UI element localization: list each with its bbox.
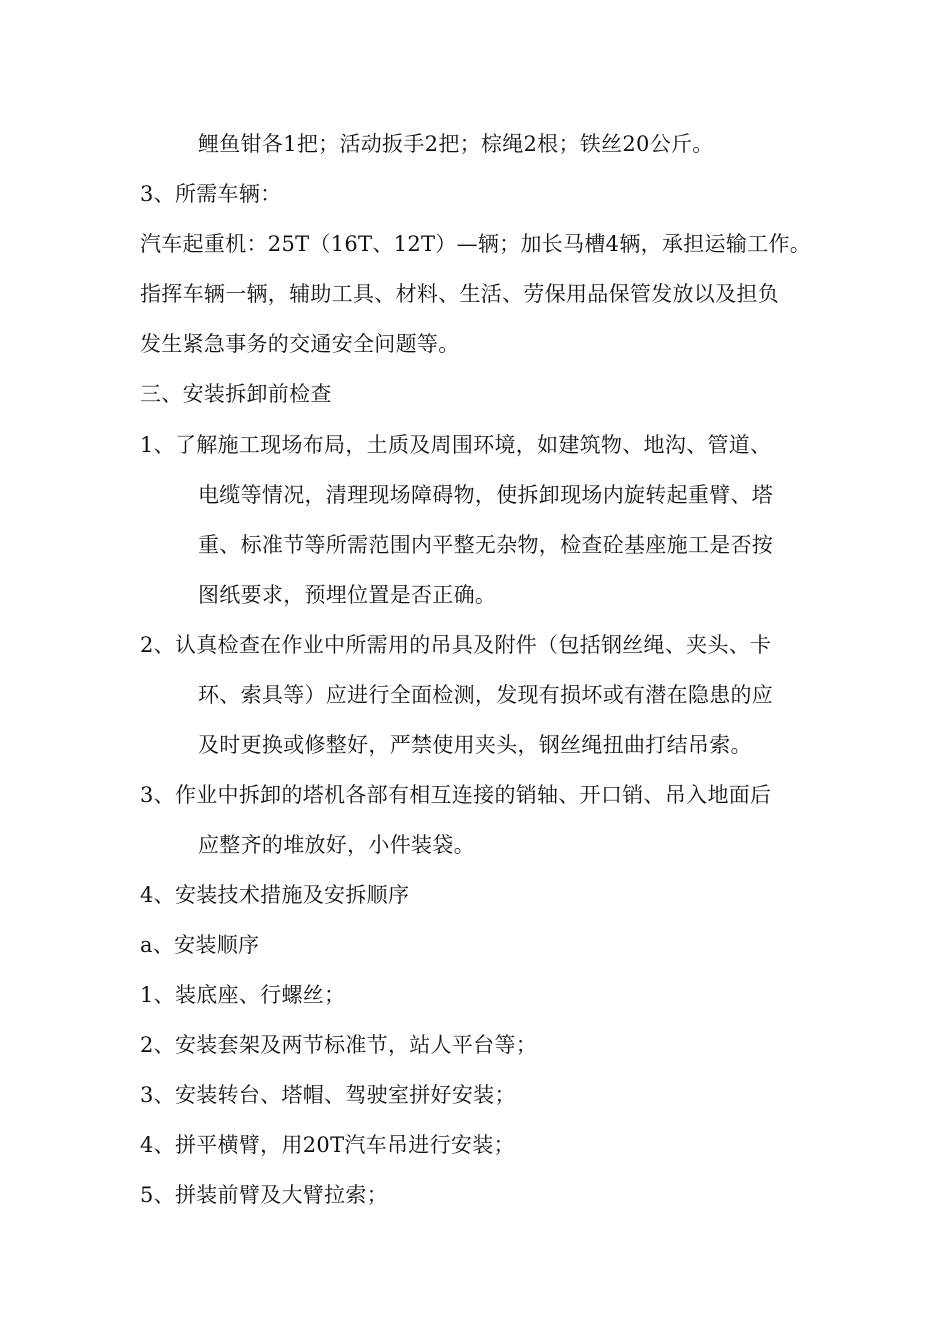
text-line-22: 5、拼装前臂及大臂拉索； (140, 1183, 388, 1207)
text-line-5: 发生紧急事务的交通安全问题等。 (140, 332, 460, 356)
text-line-15: 应整齐的堆放好，小件装袋。 (198, 833, 475, 857)
text-line-21: 4、拼平横臂，用20T汽车吊进行安装； (140, 1133, 515, 1157)
text-line-17: a、安装顺序 (140, 933, 260, 957)
text-line-13: 及时更换或修整好，严禁使用夹头，钢丝绳扭曲打结吊索。 (198, 733, 752, 757)
section-heading: 三、安装拆卸前检查 (140, 382, 332, 406)
text-line-8: 电缆等情况，清理现场障碍物，使拆卸现场内旋转起重臂、塔 (198, 483, 774, 507)
text-line-18: 1、装底座、行螺丝； (140, 983, 346, 1007)
text-line-9: 重、标准节等所需范围内平整无杂物，检查砼基座施工是否按 (198, 533, 774, 557)
text-line-11: 2、认真检查在作业中所需用的吊具及附件（包括钢丝绳、夹头、卡 (140, 633, 772, 657)
text-line-20: 3、安装转台、塔帽、驾驶室拼好安装； (140, 1083, 516, 1107)
text-line-12: 环、索具等）应进行全面检测，发现有损坏或有潜在隐患的应 (198, 683, 774, 707)
text-line-4: 指挥车辆一辆，辅助工具、材料、生活、劳保用品保管发放以及担负 (140, 282, 779, 306)
text-line-16: 4、安装技术措施及安拆顺序 (140, 883, 410, 907)
text-line-7: 1、了解施工现场布局，土质及周围环境，如建筑物、地沟、管道、 (140, 433, 772, 457)
text-line-14: 3、作业中拆卸的塔机各部有相互连接的销轴、开口销、吊入地面后 (140, 783, 772, 807)
text-line-10: 图纸要求，预埋位置是否正确。 (198, 583, 497, 607)
text-line-3: 汽车起重机：25T（16T、12T）—辆；加长马槽4辆，承担运输工作。 (140, 232, 812, 256)
text-line-19: 2、安装套架及两节标准节，站人平台等； (140, 1033, 538, 1057)
text-line-2: 3、所需车辆： (140, 182, 282, 206)
text-line-1: 鲤鱼钳各1把；活动扳手2把；棕绳2根；铁丝20公斤。 (198, 132, 714, 156)
